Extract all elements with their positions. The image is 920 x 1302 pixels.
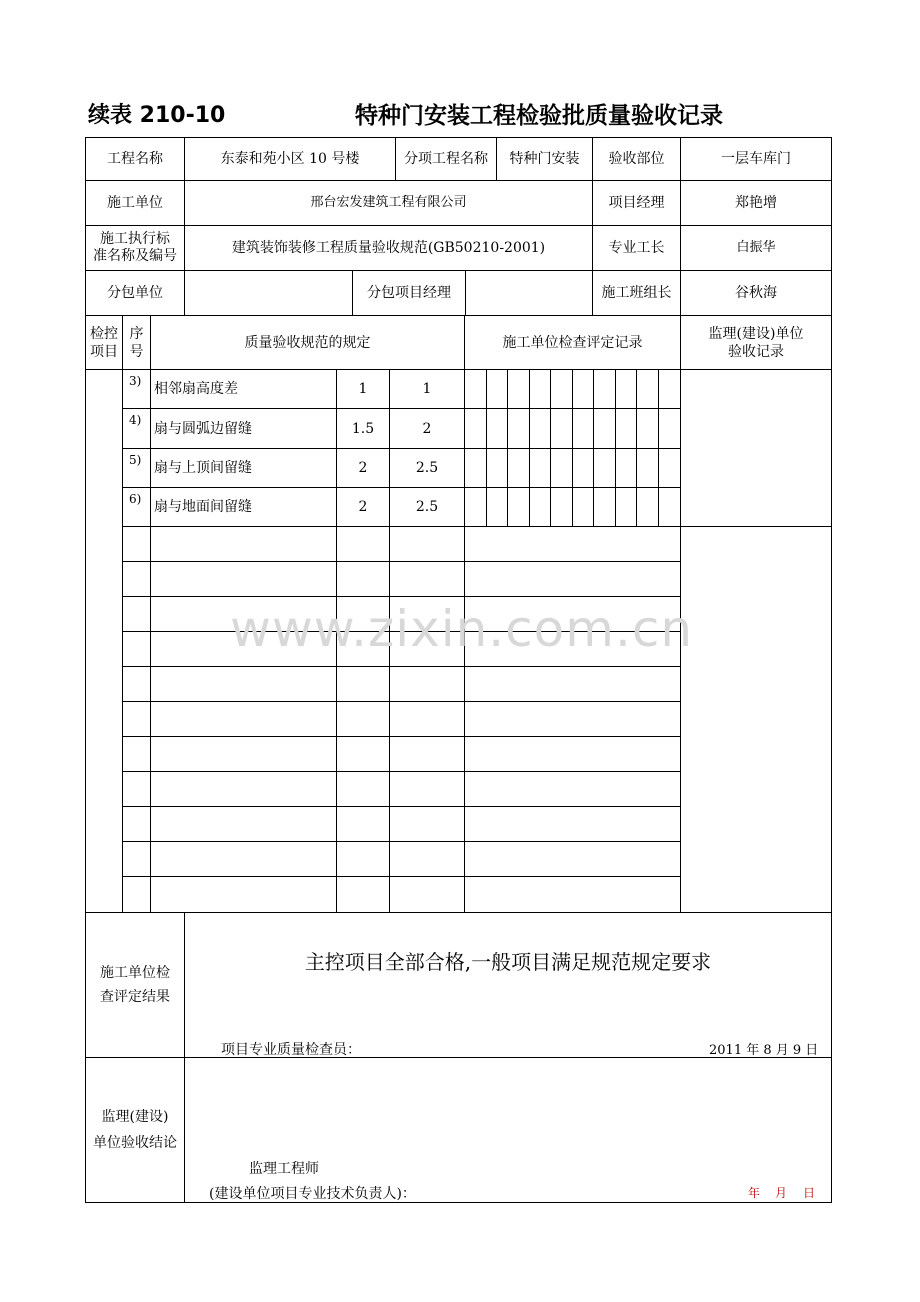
result-label xyxy=(86,913,184,1057)
supervising-engineer-label: 监理工程师 xyxy=(249,1161,319,1177)
item-name: 扇与圆弧边留缝 xyxy=(154,420,252,437)
result-label-line2: 查评定结果 xyxy=(100,989,170,1005)
check-item-header-line2: 项目 xyxy=(90,343,118,360)
supervision-label xyxy=(86,1058,184,1202)
date-day: 日 xyxy=(803,1186,816,1200)
result-date: 2011 年 8 月 9 日 xyxy=(709,1043,819,1058)
subcontractor-value xyxy=(185,271,352,315)
item-allowed-value: 2 xyxy=(358,499,368,515)
standard-label-line1: 施工执行标 xyxy=(100,231,170,247)
supervision-label-line1: 监理(建设) xyxy=(101,1109,169,1125)
subcontractor-label: 分包单位 xyxy=(107,285,163,301)
engineer-value: 白振华 xyxy=(736,240,776,255)
sub-project-label: 分项工程名称 xyxy=(404,151,488,167)
contractor-value: 邢台宏发建筑工程有限公司 xyxy=(310,195,467,210)
page-title: 特种门安装工程检验批质量验收记录 xyxy=(355,103,723,129)
date-month: 月 xyxy=(775,1186,788,1200)
item-allowed-value-2: 1 xyxy=(422,381,432,397)
team-leader-value: 谷秋海 xyxy=(735,285,777,301)
item-seq: 4) xyxy=(129,413,142,427)
contractor-label: 施工单位 xyxy=(107,195,163,211)
engineer-label: 专业工长 xyxy=(608,240,665,256)
contractor-record-header: 施工单位检查评定记录 xyxy=(502,334,643,351)
item-name: 扇与上顶间留缝 xyxy=(154,460,252,476)
item-seq: 5) xyxy=(129,453,142,467)
sub-pm-label: 分包项目经理 xyxy=(367,285,451,301)
project-name-label: 工程名称 xyxy=(107,151,163,167)
tech-lead-label: (建设单位项目专业技术负责人)： xyxy=(209,1186,416,1202)
acceptance-part-value: 一层车库门 xyxy=(721,151,791,167)
item-allowed-value-2: 2 xyxy=(422,420,432,437)
supervisor-record-header xyxy=(681,316,831,369)
seq-header xyxy=(123,316,150,369)
item-allowed-value-2: 2.5 xyxy=(415,460,439,476)
acceptance-part-label: 验收部位 xyxy=(608,151,665,167)
supervision-label-line2: 单位验收结论 xyxy=(93,1135,177,1151)
standard-value: 建筑装饰装修工程质量验收规范(GB50210-2001) xyxy=(231,240,546,256)
supervisor-header-line1: 监理(建设)单位 xyxy=(708,325,804,342)
inspector-label: 项目专业质量检查员： xyxy=(221,1042,361,1058)
item-allowed-value: 1 xyxy=(358,381,368,397)
result-conclusion: 主控项目全部合格,一般项目满足规范规定要求 xyxy=(304,950,712,974)
seq-header-line1: 序 xyxy=(129,325,144,342)
spec-header: 质量验收规范的规定 xyxy=(244,334,371,351)
pm-value: 郑艳增 xyxy=(735,195,777,211)
item-allowed-value: 2 xyxy=(358,460,368,476)
table-number: 续表 210-10 xyxy=(88,103,226,128)
team-leader-label: 施工班组长 xyxy=(601,285,672,301)
item-allowed-value: 1.5 xyxy=(351,420,375,437)
supervisor-header-line2: 验收记录 xyxy=(728,343,784,360)
date-year: 年 xyxy=(748,1186,761,1200)
item-allowed-value-2: 2.5 xyxy=(415,499,439,515)
sub-pm-value xyxy=(466,271,592,315)
check-item-header xyxy=(86,316,122,369)
seq-header-line2: 号 xyxy=(129,343,144,360)
pm-label: 项目经理 xyxy=(608,195,665,211)
item-seq: 6) xyxy=(129,492,142,506)
check-item-header-line1: 检控 xyxy=(90,325,118,342)
item-name: 相邻扇高度差 xyxy=(154,381,238,397)
standard-label-line2: 准名称及编号 xyxy=(93,248,177,264)
item-name: 扇与地面间留缝 xyxy=(154,499,252,515)
result-label-line1: 施工单位检 xyxy=(100,965,170,981)
watermark: www.zixin.com.cn xyxy=(230,600,694,658)
standard-label xyxy=(86,226,184,270)
project-name-value: 东泰和苑小区 10 号楼 xyxy=(220,151,360,167)
sub-project-value: 特种门安装 xyxy=(509,151,580,167)
item-seq: 3) xyxy=(129,374,142,388)
